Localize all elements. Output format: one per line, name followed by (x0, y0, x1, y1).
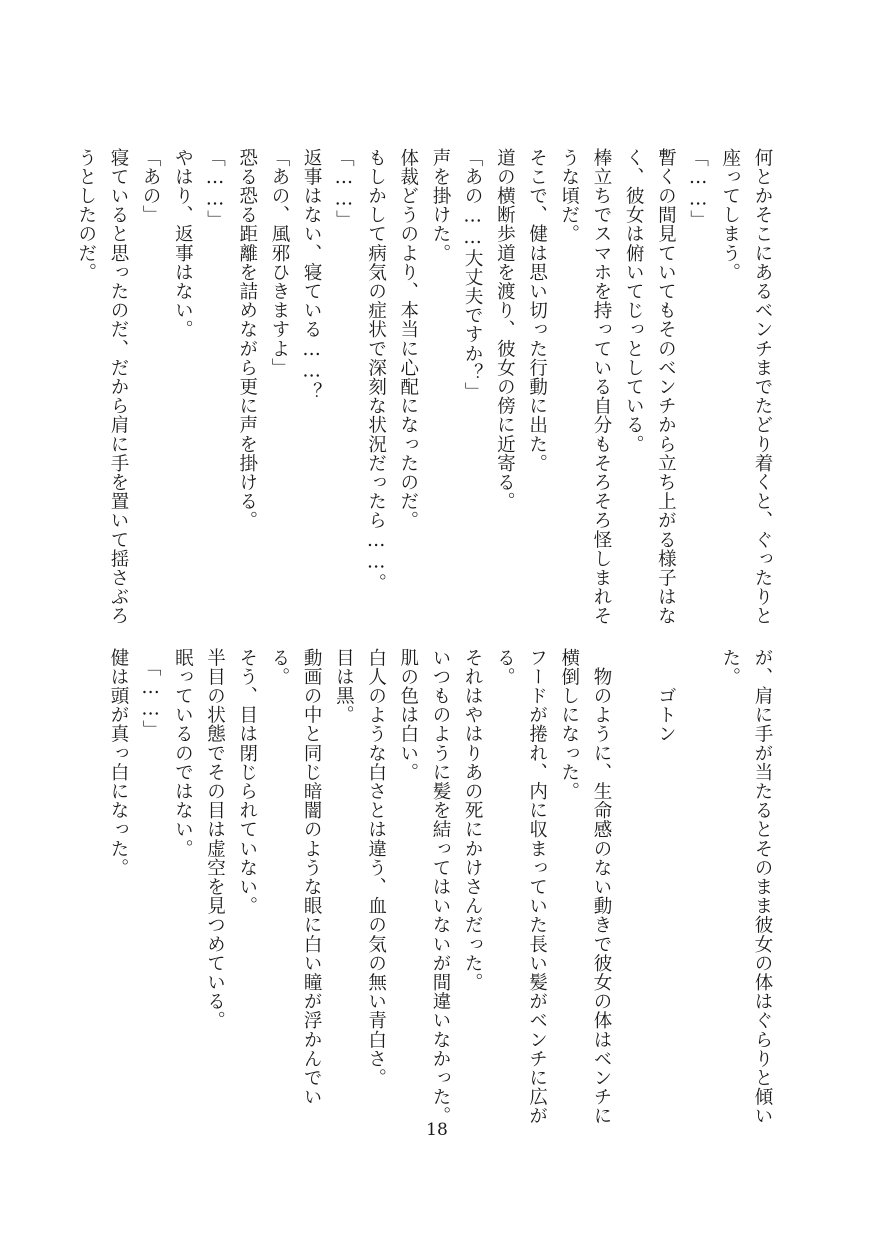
text-line: 白人のような白さとは違う、血の気の無い青白さ。 (365, 648, 387, 1088)
text-line: る。 (268, 648, 290, 687)
text-block-bottom (102, 648, 778, 1126)
text-line: ゴトン (655, 648, 677, 744)
text-line: 「……」 (204, 148, 226, 230)
text-line: る。 (494, 648, 516, 687)
text-line: が、肩に手が当たるとそのまま彼女の体はぐらりと傾い (752, 648, 773, 1126)
text-line: いつものように髪を結ってはいないが間違いなかった。 (429, 648, 451, 1126)
text-line: 肌の色は白い。 (397, 648, 419, 782)
text-line: フードが捲れ、内に収まっていた長い髪がベンチに広が (526, 648, 548, 1126)
text-line: 恐る恐る距離を詰めながら更に声を掛ける。 (236, 148, 258, 530)
text-line: もしかして病気の症状で深刻な状況だったら……。 (365, 148, 387, 593)
text-line: そこで、健は思い切った行動に出た。 (526, 148, 548, 473)
text-line: そう、目は閉じられていない。 (236, 648, 258, 916)
text-line: 「……」 (333, 148, 355, 230)
text-line: く、彼女は俯いてじっとしている。 (623, 148, 645, 454)
text-line: 寝ていると思ったのだ、だから肩に手を置いて揺さぶろ (107, 148, 129, 626)
text-line: 「あの」 (140, 148, 162, 225)
text-line: 動画の中と同じ暗闇のような眼に白い瞳が浮かんでい (301, 648, 323, 1107)
text-line: うとしたのだ。 (75, 148, 97, 282)
blank-line (681, 648, 713, 1108)
text-line: 眠っているのではない。 (172, 648, 194, 859)
text-line: 体裁どうのより、本当に心配になったのだ。 (397, 148, 419, 530)
text-line: 何とかそこにあるベンチまでたどり着くと、ぐったりと (752, 148, 773, 626)
text-line: 物のように、生命感のない動きで彼女の体はベンチに (590, 648, 612, 1126)
text-line: それはやはりあの死にかけさんだった。 (462, 648, 484, 992)
text-line: 道の横断歩道を渡り、彼女の傍に近寄る。 (494, 148, 516, 511)
text-line: た。 (719, 648, 741, 687)
text-line: 暫くの間見ていてもそのベンチから立ち上がる様子はな (655, 148, 677, 626)
text-line: やはり、返事はない。 (172, 148, 194, 339)
text-line: 横倒しになった。 (558, 648, 580, 801)
text-line: 返事はない、寝ている……？ (301, 148, 323, 402)
text-line: 「あの……大丈夫ですか？」 (462, 148, 484, 402)
blank-line (617, 648, 649, 1108)
text-line: 目は黒。 (333, 648, 355, 725)
text-line: 声を掛けた。 (429, 148, 451, 263)
text-line: 「……」 (140, 648, 162, 740)
text-line: 半目の状態でその目は虚空を見つめている。 (204, 648, 226, 1030)
text-line: 健は頭が真っ白になった。 (107, 648, 129, 878)
text-line: うな頃だ。 (558, 148, 580, 244)
text-line: 棒立ちでスマホを持っている自分もそろそろ怪しまれそ (590, 148, 612, 626)
text-line: 「……」 (687, 148, 709, 230)
text-line: 「あの、風邪ひきますよ」 (268, 148, 290, 378)
text-line: 座ってしまう。 (719, 148, 741, 282)
text-block-top (70, 148, 778, 626)
page-number: 18 (426, 1120, 448, 1140)
